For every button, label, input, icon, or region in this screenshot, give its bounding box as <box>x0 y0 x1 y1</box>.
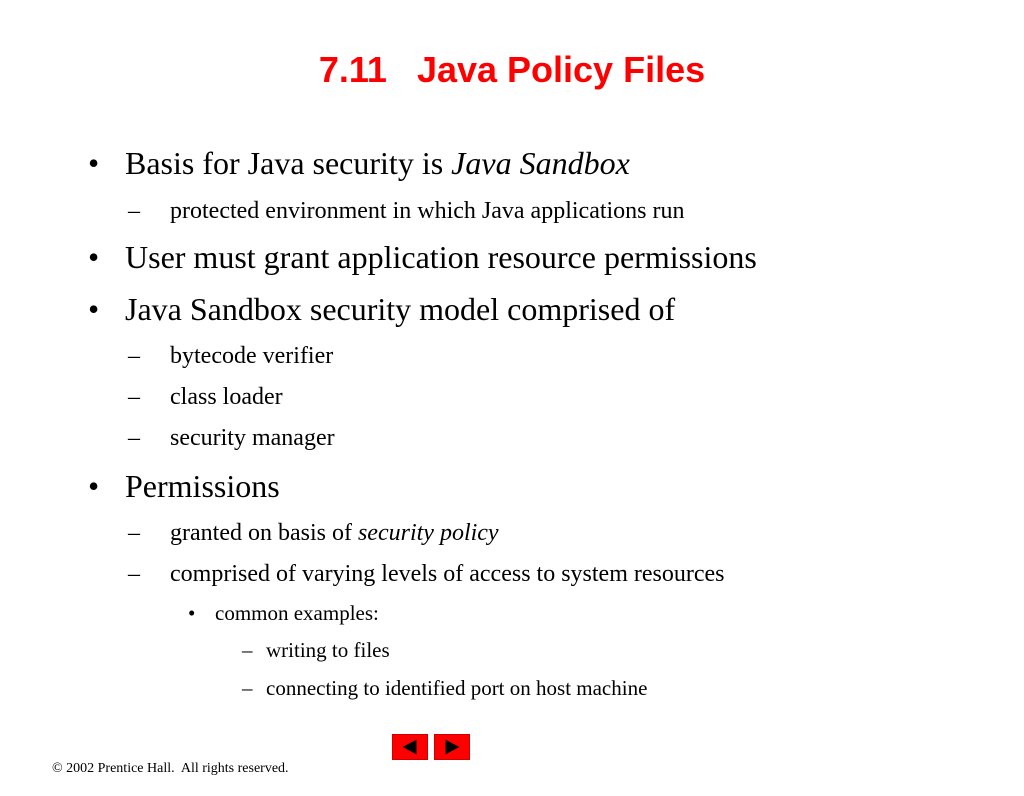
copyright-icon: © <box>52 761 63 776</box>
sub-bullet-marker: – <box>128 384 140 410</box>
sub-bullet-text: security manager <box>170 425 335 451</box>
sub-bullet-marker: – <box>128 520 140 546</box>
sub-bullet-text: protected environment in which Java applications run <box>170 198 685 224</box>
bullet-marker: • <box>88 145 100 181</box>
bullet-text: Permissions <box>125 468 280 504</box>
sub-bullet-text: class loader <box>170 384 283 410</box>
copyright-text: 2002 Prentice Hall. All rights reserved. <box>62 761 289 776</box>
third-level-marker: • <box>188 601 196 625</box>
bullet-text: User must grant application resource permissions <box>125 239 757 275</box>
sub-bullet-marker: – <box>128 343 140 369</box>
fourth-level-marker: – <box>242 676 253 700</box>
slide-title: 7.11 Java Policy Files <box>318 49 706 90</box>
bullet-level1 <box>88 290 99 328</box>
sub-bullet-marker: – <box>128 561 140 587</box>
sub-bullet-marker: – <box>128 198 140 224</box>
bullet-level1 <box>88 144 99 182</box>
fourth-level-text: writing to files <box>266 638 390 662</box>
bullet-marker: • <box>88 468 100 504</box>
copyright-footer <box>38 742 289 796</box>
sub-bullet-text: bytecode verifier <box>170 343 334 369</box>
sub-bullet-text: comprised of varying levels of access to system resources <box>170 561 725 587</box>
bullet-level1 <box>88 467 99 505</box>
bullet-text-emphasis: Java Sandbox <box>451 145 630 181</box>
bullet-marker: • <box>88 291 100 327</box>
sub-bullet-emphasis: security policy <box>357 520 499 546</box>
previous-slide-button[interactable] <box>392 734 428 760</box>
bullet-level1 <box>88 238 99 276</box>
right-triangle-icon <box>435 735 469 759</box>
sub-bullet-text <box>170 518 499 548</box>
bullet-text <box>125 144 630 182</box>
bullet-text-plain: Basis for Java security is <box>125 145 452 181</box>
fourth-level-marker: – <box>242 638 253 662</box>
sub-bullet-plain: granted on basis of <box>170 520 358 546</box>
sub-bullet-marker: – <box>128 425 140 451</box>
bullet-marker: • <box>88 239 100 275</box>
fourth-level-text: connecting to identified port on host machine <box>266 676 648 700</box>
next-slide-button[interactable] <box>434 734 470 760</box>
third-level-text: common examples: <box>215 601 379 625</box>
bullet-text: Java Sandbox security model comprised of <box>125 291 676 327</box>
left-triangle-icon <box>393 735 427 759</box>
